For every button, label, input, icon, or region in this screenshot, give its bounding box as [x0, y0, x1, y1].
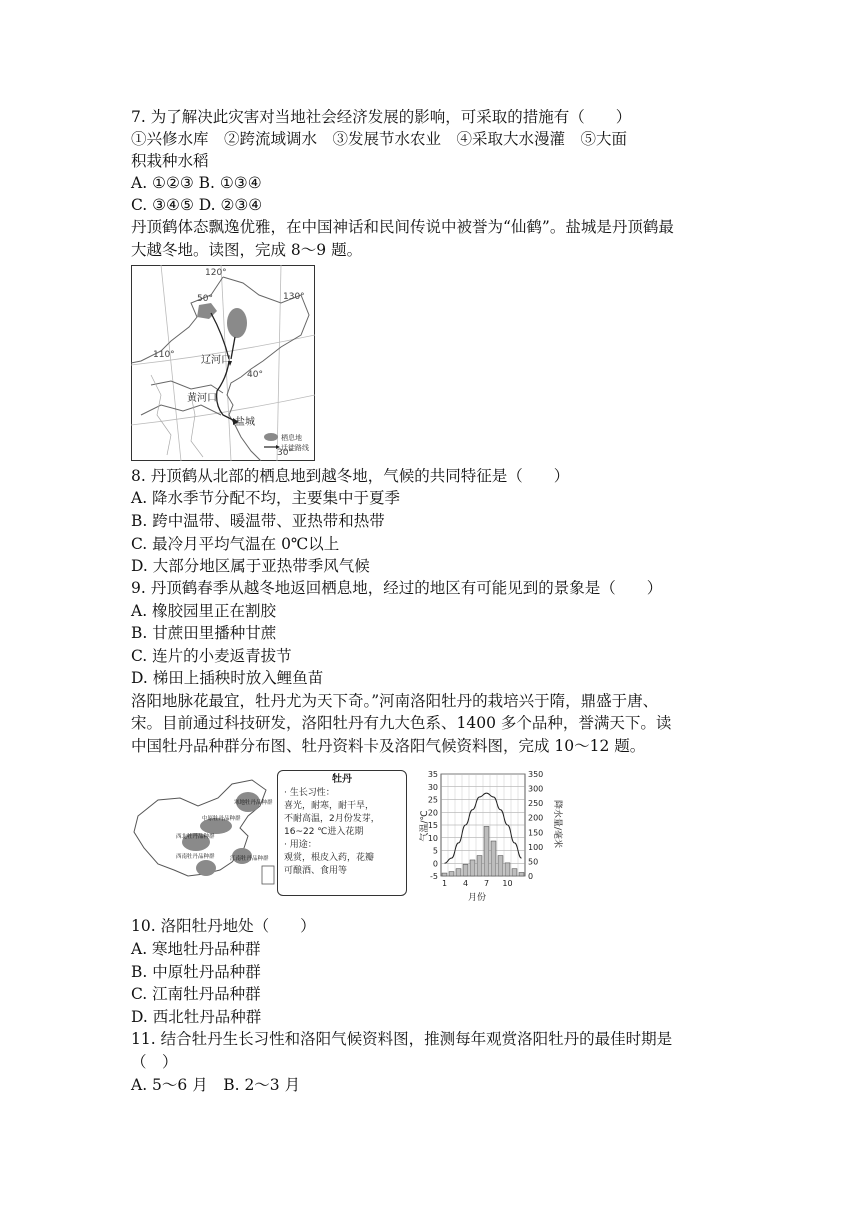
card-use-line-1: 观赏，根皮入药，花瓣 [284, 853, 375, 863]
peony-intro-line-1: 洛阳地脉花最宜，牡丹尤为天下奇。”河南洛阳牡丹的栽培兴于隋，鼎盛于唐、 [131, 692, 659, 710]
question-10-option-b: B. 中原牡丹品种群 [131, 963, 261, 981]
precipitation-bar [449, 872, 454, 876]
x-tick: 7 [483, 879, 490, 888]
label-lat-40: 40° [247, 370, 263, 380]
question-11: 11. 结合牡丹生长习性和洛阳气候资料图，推测每年观赏洛阳牡丹的最佳时期是 [131, 1030, 673, 1048]
question-8-option-b: B. 跨中温带、暖温带、亚热带和热带 [131, 512, 385, 530]
question-11-blank: （ ） [131, 1053, 178, 1071]
label-lon-120: 120° [205, 268, 227, 278]
label-central-plains-group: 中原牡丹品种群 [202, 816, 241, 822]
crane-migration-map [131, 265, 315, 461]
question-10: 10. 洛阳牡丹地处（ ） [131, 917, 316, 935]
question-7-choices-cd: C. ③④⑤ D. ②③④ [131, 196, 263, 214]
label-lat-50: 50° [197, 294, 213, 304]
label-liaohe-estuary: 辽河口 [201, 355, 231, 366]
y-tick-left: 5 [432, 846, 438, 856]
y-axis-label-right: 降水量/毫米 [552, 799, 562, 849]
precipitation-bar [456, 869, 461, 876]
svg-text:迁徙路线: 迁徙路线 [281, 444, 309, 452]
label-yellow-river-estuary: 黄河口 [187, 393, 217, 404]
precipitation-bar [442, 873, 447, 876]
label-southwest-group: 西南牡丹品种群 [176, 854, 215, 860]
precipitation-bar [512, 869, 517, 876]
question-7-options-line-1: ①兴修水库 ②跨流域调水 ③发展节水农业 ④采取大水漫灌 ⑤大面 [131, 130, 628, 148]
precipitation-bar [484, 826, 489, 876]
card-growth-line-1: 喜光，耐寒，耐干旱， [284, 801, 375, 811]
y-tick-right: 350 [528, 770, 544, 779]
y-tick-left: 30 [427, 782, 438, 792]
card-growth-line-2: 不耐高温，2月份发芽， [284, 814, 380, 824]
crane-intro-line-2: 大越冬地。读图，完成 8～9 题。 [131, 241, 363, 259]
card-use-line-2: 可酿酒、食用等 [284, 866, 348, 876]
y-tick-left: 15 [427, 821, 438, 830]
y-tick-left: -5 [430, 872, 438, 881]
question-8-option-a: A. 降水季节分配不均，主要集中于夏季 [131, 489, 401, 507]
precipitation-bar [505, 863, 510, 876]
label-lat-30: 30° [277, 448, 293, 458]
precipitation-bar [463, 864, 468, 876]
question-8-option-c: C. 最冷月平均气温在 0℃以上 [131, 535, 340, 553]
precipitation-bar [477, 856, 482, 876]
question-7: 7. 为了解决此灾害对当地社会经济发展的影响，可采取的措施有（ ） [131, 108, 632, 126]
label-northwest-group: 西北牡丹品种群 [176, 834, 215, 840]
question-7-choices-ab: A. ①②③ B. ①③④ [131, 174, 262, 192]
y-tick-right: 300 [528, 784, 544, 794]
y-tick-right: 50 [528, 857, 539, 867]
label-lon-130: 130° [283, 292, 305, 302]
card-title: 牡丹 [332, 774, 352, 785]
y-tick-left: 20 [427, 808, 438, 818]
svg-text:栖息地: 栖息地 [281, 434, 302, 442]
card-growth-heading: · 生长习性： [284, 788, 335, 798]
y-tick-right: 100 [528, 842, 544, 852]
precipitation-bar [498, 856, 503, 876]
y-tick-left: 10 [427, 833, 438, 843]
luoyang-climate-chart [415, 766, 563, 904]
crane-intro-line-1: 丹顶鹤体态飘逸优雅，在中国神话和民间传说中被誉为“仙鹤”。盐城是丹顶鹤最 [131, 218, 674, 236]
question-9-option-c: C. 连片的小麦返青拔节 [131, 647, 292, 665]
y-axis-label-left: 气温/℃ [420, 810, 430, 842]
question-8-option-d: D. 大部分地区属于亚热带季风气候 [131, 557, 370, 575]
y-tick-left: 0 [432, 859, 438, 869]
x-tick: 10 [502, 879, 513, 888]
question-10-option-a: A. 寒地牡丹品种群 [131, 940, 261, 958]
precipitation-bar [470, 860, 475, 876]
question-9-option-d: D. 梯田上插秧时放入鲤鱼苗 [131, 669, 324, 687]
y-tick-right: 0 [528, 872, 534, 881]
label-yancheng: 盐城 [235, 417, 255, 428]
card-growth-line-3: 16~22 ℃进入花期 [284, 827, 364, 837]
precipitation-bar [519, 873, 524, 876]
y-tick-right: 200 [528, 813, 544, 823]
habitat-northeast [227, 308, 247, 338]
label-lon-110: 110° [153, 350, 175, 360]
peony-intro-line-2: 宋。目前通过科技研发，洛阳牡丹有九大色系、1400 多个品种，誉满天下。读 [131, 714, 672, 732]
card-use-heading: · 用途： [284, 840, 317, 850]
label-cold-region-group: 寒地牡丹品种群 [234, 800, 273, 806]
peony-distribution-map [128, 776, 276, 888]
peony-info-card [277, 770, 407, 896]
peony-intro-line-3: 中国牡丹品种群分布图、牡丹资料卡及洛阳气候资料图，完成 10～12 题。 [131, 737, 646, 755]
x-axis-label: 月份 [467, 893, 487, 903]
question-8: 8. 丹顶鹤从北部的栖息地到越冬地，气候的共同特征是（ ） [131, 467, 570, 485]
y-tick-left: 35 [427, 770, 438, 779]
question-11-options: A. 5～6 月 B. 2～3 月 [131, 1076, 301, 1094]
y-tick-right: 150 [528, 828, 544, 838]
question-9: 9. 丹顶鹤春季从越冬地返回栖息地，经过的地区有可能见到的景象是（ ） [131, 579, 663, 597]
question-7-options-line-2: 积栽种水稻 [131, 152, 209, 170]
x-tick: 1 [441, 879, 448, 888]
question-10-option-d: D. 西北牡丹品种群 [131, 1008, 262, 1026]
label-jiangnan-group: 江南牡丹品种群 [230, 856, 269, 862]
question-9-option-a: A. 橡胶园里正在割胶 [131, 602, 277, 620]
x-tick: 4 [462, 879, 469, 888]
y-tick-left: 25 [427, 795, 438, 805]
y-tick-right: 250 [528, 799, 544, 809]
question-10-option-c: C. 江南牡丹品种群 [131, 985, 261, 1003]
question-9-option-b: B. 甘蔗田里播种甘蔗 [131, 624, 277, 642]
precipitation-bar [491, 841, 496, 876]
